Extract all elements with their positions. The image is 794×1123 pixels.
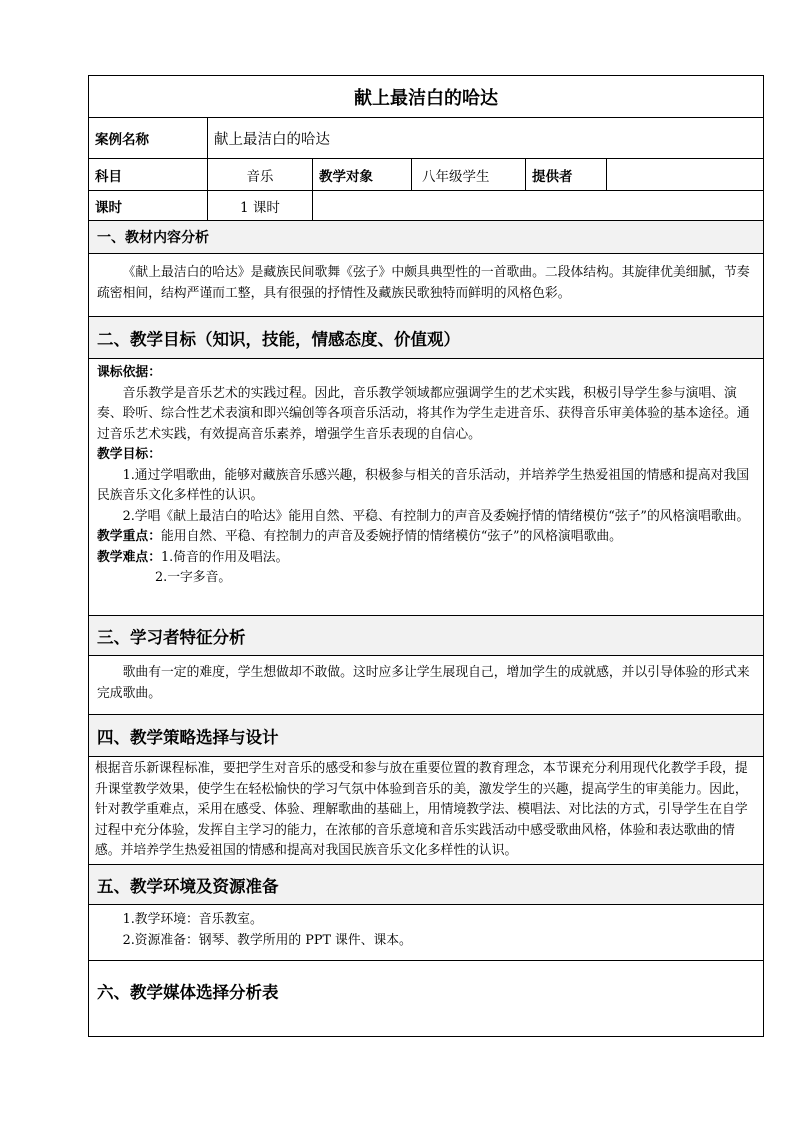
difficulty-2: 2.一字多音。 xyxy=(155,570,232,585)
target-label: 教学对象 xyxy=(313,159,412,190)
section-1-header xyxy=(89,221,763,254)
hours-value: 1 课时 xyxy=(208,191,313,220)
hours-row xyxy=(89,191,763,221)
section-2-content xyxy=(89,359,763,615)
provider-value xyxy=(607,159,763,190)
section-6-title: 六、教学媒体选择分析表 xyxy=(97,983,279,1002)
goal-label: 教学目标： xyxy=(97,447,161,462)
provider-label: 提供者 xyxy=(526,159,607,190)
section-1-title: 一、教材内容分析 xyxy=(97,230,209,246)
subject-value: 音乐 xyxy=(208,159,313,190)
section-5-body xyxy=(89,905,763,961)
lesson-plan-document xyxy=(88,75,764,1037)
resource-item: 2.资源准备：钢琴、教学所用的 PPT 课件、课本。 xyxy=(122,933,412,948)
section-3-title: 三、学习者特征分析 xyxy=(97,627,246,647)
section-3-text: 歌曲有一定的难度，学生想做却不敢做。这时应多让学生展现自己，增加学生的成就感，并以引导体验的形式来完成歌曲。 xyxy=(97,665,750,701)
title-row xyxy=(89,76,763,118)
section-4-body xyxy=(89,757,763,865)
section-2-body xyxy=(89,359,763,616)
section-6-row xyxy=(89,961,763,1036)
basis-label: 课标依据： xyxy=(97,365,161,380)
section-5-title: 五、教学环境及资源准备 xyxy=(97,876,279,896)
goal-2: 2.学唱《献上最洁白的哈达》能用自然、平稳、有控制力的声音及委婉抒情的情绪模仿“弦子”的风格演唱歌曲。 xyxy=(122,508,750,524)
section-3-body xyxy=(89,656,763,715)
section-2-title: 二、教学目标（知识，技能，情感态度、价值观） xyxy=(97,329,460,349)
section-2-header xyxy=(89,317,763,359)
case-name-label: 案例名称 xyxy=(89,118,208,158)
section-1-body xyxy=(89,254,763,317)
section-5-content xyxy=(89,905,763,960)
difficulty-1: 1.倚音的作用及唱法。 xyxy=(160,549,289,565)
basis-text: 音乐教学是音乐艺术的实践过程。因此，音乐教学领域都应强调学生的艺术实践，积极引导学生参与演唱、演奏、聆听、综合性艺术表演和即兴编创等各项音乐活动，将其作为学生走进音乐、获得音乐审美体验的基本途径。通过音乐艺术实践，有效提高音乐素养，增强学生音乐表现的自信心。 xyxy=(97,385,750,442)
key-label: 教学重点： xyxy=(97,529,161,544)
document-title: 献上最洁白的哈达 xyxy=(354,87,498,109)
subject-label: 科目 xyxy=(89,159,208,190)
case-name-row xyxy=(89,118,763,159)
section-1-text: 《献上最洁白的哈达》是藏族民间歌舞《弦子》中颇具典型性的一首歌曲。二段体结构。其旋律优美细腻，节奏疏密相间，结构严谨而工整，具有很强的抒情性及藏族民歌独特而鲜明的风格色彩。 xyxy=(97,265,750,301)
section-4-text: 根据音乐新课程标准，要把学生对音乐的感受和参与放在重要位置的教育理念，本节课充分利用现代化教学手段，提升课堂教学效果，使学生在轻松愉快的学习气氛中体验到音乐的美，激发学生的兴趣，提高学生的审美能力。因此，针对教学重难点，采用在感受、体验、理解歌曲的基础上，用情境教学法、模唱法、对比法的方式，引导学生在自学过程中充分体验，发挥自主学习的能力，在浓郁的音乐意境和音乐实践活动中感受歌曲风格，体验和表达歌曲的情感。并培养学生热爱祖国的情感和提高对我国民族音乐文化多样性的认识。 xyxy=(95,761,748,858)
hours-label: 课时 xyxy=(89,191,208,220)
section-3-header xyxy=(89,616,763,656)
difficulty-label: 教学难点： xyxy=(97,549,161,565)
key-text: 能用自然、平稳、有控制力的声音及委婉抒情的情绪模仿“弦子”的风格演唱歌曲。 xyxy=(160,529,622,544)
section-4-title: 四、教学策略选择与设计 xyxy=(97,727,279,747)
section-5-header xyxy=(89,865,763,905)
section-4-header xyxy=(89,715,763,757)
case-name-value: 献上最洁白的哈达 xyxy=(214,131,330,148)
target-value: 八年级学生 xyxy=(412,159,526,190)
info-row xyxy=(89,159,763,191)
hours-empty xyxy=(313,191,763,220)
goal-1: 1.通过学唱歌曲，能够对藏族音乐感兴趣，积极参与相关的音乐活动，并培养学生热爱祖国的情感和提高对我国民族音乐文化多样性的认识。 xyxy=(97,467,750,503)
env-item: 1.教学环境：音乐教室。 xyxy=(122,912,263,927)
